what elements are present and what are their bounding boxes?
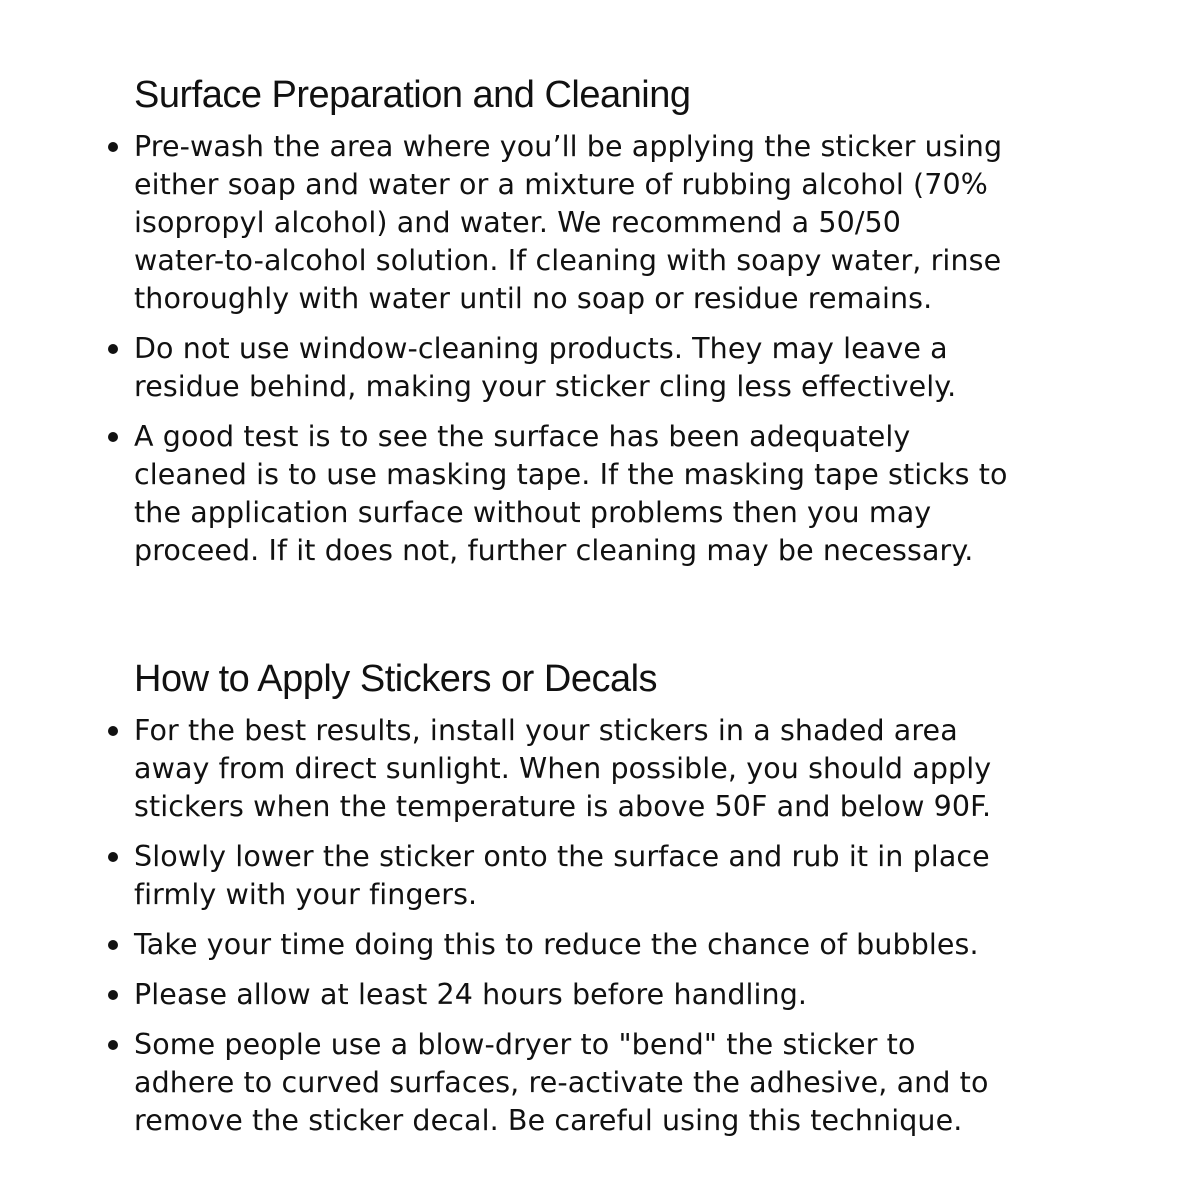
text-line: the application surface without problems then you may: [134, 496, 932, 529]
list-item: [0, 926, 1200, 964]
text-line: Slowly lower the sticker onto the surface and rub it in place: [134, 840, 990, 873]
text-line: either soap and water or a mixture of rubbing alcohol (70%: [134, 168, 988, 201]
list-item: [0, 712, 1200, 826]
list-item: [0, 330, 1200, 406]
text-line: away from direct sunlight. When possible, you should apply: [134, 752, 992, 785]
bullet-icon: [108, 1040, 118, 1050]
text-line: Pre-wash the area where you’ll be applying the sticker using: [134, 130, 1003, 163]
text-line: stickers when the temperature is above 50F and below 90F.: [134, 790, 992, 823]
list-item: [0, 976, 1200, 1014]
text-line: A good test is to see the surface has been adequately: [134, 420, 911, 453]
text-line: thoroughly with water until no soap or residue remains.: [134, 282, 933, 315]
text-line: isopropyl alcohol) and water. We recommend a 50/50: [134, 206, 901, 239]
section-title: Surface Preparation and Cleaning: [134, 74, 691, 116]
bullet-icon: [108, 852, 118, 862]
section-title: How to Apply Stickers or Decals: [134, 658, 658, 700]
text-line: For the best results, install your stickers in a shaded area: [134, 714, 958, 747]
text-line: remove the sticker decal. Be careful using this technique.: [134, 1104, 963, 1137]
text-line: water-to-alcohol solution. If cleaning with soapy water, rinse: [134, 244, 1002, 277]
text-line: Do not use window-cleaning products. They may leave a: [134, 332, 948, 365]
bullet-icon: [108, 726, 118, 736]
text-line: Please allow at least 24 hours before handling.: [134, 978, 808, 1011]
text-line: Take your time doing this to reduce the chance of bubbles.: [134, 928, 979, 961]
bullet-icon: [108, 344, 118, 354]
bullet-list: [0, 128, 1200, 582]
text-line: cleaned is to use masking tape. If the masking tape sticks to: [134, 458, 1008, 491]
text-line: Some people use a blow-dryer to "bend" the sticker to: [134, 1028, 916, 1061]
list-item: [0, 418, 1200, 570]
bullet-icon: [108, 142, 118, 152]
list-item: [0, 128, 1200, 318]
text-line: firmly with your fingers.: [134, 878, 478, 911]
bullet-icon: [108, 940, 118, 950]
text-line: proceed. If it does not, further cleaning may be necessary.: [134, 534, 974, 567]
bullet-list: [0, 712, 1200, 1152]
text-line: residue behind, making your sticker cling less effectively.: [134, 370, 957, 403]
list-item: [0, 838, 1200, 914]
bullet-icon: [108, 432, 118, 442]
list-item: [0, 1026, 1200, 1140]
bullet-icon: [108, 990, 118, 1000]
text-line: adhere to curved surfaces, re-activate the adhesive, and to: [134, 1066, 989, 1099]
